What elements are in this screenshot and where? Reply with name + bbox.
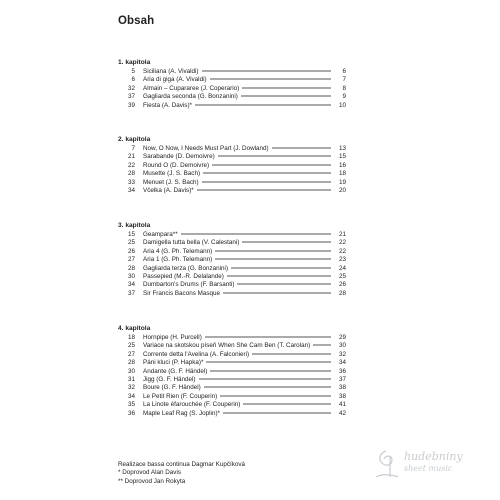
- toc-entry[interactable]: [118, 265, 346, 273]
- entry-page: 42: [338, 409, 346, 417]
- leader-line: [212, 164, 331, 165]
- toc-entry[interactable]: [118, 239, 346, 247]
- entry-page: 38: [338, 384, 346, 392]
- entry-number: 37: [127, 289, 135, 297]
- entry-title: Round O (D. Demoivre): [143, 161, 210, 169]
- toc-entry[interactable]: [118, 351, 346, 359]
- entry-number: 21: [127, 153, 135, 161]
- entry-title: Le Petit Rien (F. Couperin): [143, 392, 218, 400]
- entry-title: Aria 4 (G. Ph. Telemann): [143, 247, 213, 255]
- entry-number: 26: [127, 247, 135, 255]
- toc-entry[interactable]: [118, 256, 346, 264]
- entry-page: 16: [338, 161, 346, 169]
- entry-number: 37: [127, 93, 135, 101]
- toc-entry[interactable]: [118, 231, 346, 239]
- leader-line: [218, 156, 331, 157]
- leader-line: [206, 362, 331, 363]
- toc-entry[interactable]: [118, 384, 346, 392]
- toc-entry[interactable]: [118, 102, 346, 110]
- entry-page: 10: [338, 101, 346, 109]
- toc-entry[interactable]: [118, 342, 346, 350]
- entry-title: Včelka (A. Davis)*: [143, 186, 194, 194]
- chapter-title: 3. kapitola: [118, 222, 151, 229]
- toc-entry[interactable]: [118, 359, 346, 367]
- entry-title: Gagliarda terza (G. Bonzanini): [143, 264, 229, 272]
- entry-page: 41: [338, 401, 346, 409]
- entry-number: 33: [127, 178, 135, 186]
- entry-title: Musette (J. S. Bach): [143, 170, 201, 178]
- entry-number: 30: [127, 272, 135, 280]
- watermark-logo: [346, 447, 496, 481]
- chapter-title: 1. kapitola: [118, 59, 151, 66]
- entry-title: Almain – Cupararee (J. Coperario): [143, 84, 240, 92]
- toc-entry[interactable]: [118, 170, 346, 178]
- leader-line: [227, 275, 331, 276]
- toc-entry[interactable]: [118, 93, 346, 101]
- chapter-title: 4. kapitola: [118, 325, 151, 332]
- watermark-clef-icon: [380, 451, 392, 477]
- entry-page: 20: [338, 186, 346, 194]
- entry-page: 26: [338, 281, 346, 289]
- entry-page: 28: [338, 289, 346, 297]
- entry-page: 25: [338, 272, 346, 280]
- leader-line: [243, 404, 331, 405]
- leader-line: [241, 96, 331, 97]
- page-title: Obsah: [118, 15, 155, 27]
- leader-line: [242, 87, 331, 88]
- entry-number: 35: [127, 401, 135, 409]
- toc-entry[interactable]: [118, 85, 346, 93]
- leader-line: [252, 353, 331, 354]
- entry-page: 30: [338, 342, 346, 350]
- entry-title: Siciliana (A. Vivaldi): [143, 68, 199, 75]
- entry-page: 19: [338, 178, 346, 186]
- entry-number: 32: [127, 384, 135, 392]
- toc-entry[interactable]: [118, 410, 346, 418]
- entry-number: 28: [127, 359, 135, 367]
- entry-number: 6: [131, 76, 135, 84]
- entry-number: 39: [127, 101, 135, 109]
- leader-line: [220, 395, 331, 396]
- chapter-title: 2. kapitola: [118, 136, 151, 143]
- entry-title: Menuet (J. S. Bach): [143, 178, 199, 186]
- entry-title: Maple Leaf Rag (S. Joplin)*: [143, 409, 221, 417]
- leader-line: [203, 173, 331, 174]
- entry-page: 22: [338, 247, 346, 255]
- chapter-3: [118, 221, 346, 298]
- footnote-single-asterisk: * Doprovod Alan Davis: [118, 469, 182, 477]
- leader-line: [195, 104, 331, 105]
- entry-number: 15: [127, 231, 135, 238]
- entry-number: 32: [127, 84, 135, 92]
- toc-entry[interactable]: [118, 153, 346, 161]
- entry-page: 9: [342, 93, 346, 101]
- entry-page: 37: [338, 375, 346, 383]
- toc-entry[interactable]: [118, 376, 346, 384]
- entry-page: 15: [338, 153, 346, 161]
- toc-entry[interactable]: [118, 145, 346, 153]
- entry-page: 8: [342, 84, 346, 92]
- leader-line: [237, 284, 331, 285]
- entry-page: 32: [338, 350, 346, 358]
- toc-entry[interactable]: [118, 162, 346, 170]
- entry-title: Dumbarton's Drums (F. Barsanti): [143, 281, 235, 289]
- entry-title: Now, O Now, I Needs Must Part (J. Dowland): [143, 145, 269, 152]
- entry-number: 34: [127, 392, 135, 400]
- entry-title: Páni kluci (P. Hapka)*: [143, 359, 204, 367]
- chapter-1: [118, 58, 346, 110]
- entry-title: Corrente detta l'Avelina (A. Falconieri): [143, 350, 250, 358]
- watermark-text-1: hudebniny: [404, 450, 463, 463]
- entry-page: 13: [338, 145, 346, 152]
- entry-page: 21: [338, 231, 346, 238]
- entry-number: 25: [127, 239, 135, 247]
- entry-title: Passepied (M.-R. Delalande): [143, 272, 224, 280]
- entry-page: 29: [338, 334, 346, 341]
- toc-entry[interactable]: [118, 179, 346, 187]
- entry-number: 18: [127, 334, 135, 341]
- leader-line: [199, 378, 332, 379]
- toc-entry[interactable]: [118, 281, 346, 289]
- footnotes: [118, 461, 245, 486]
- entry-number: 5: [131, 68, 135, 75]
- entry-title: Gagliarda seconda (G. Bonzanini): [143, 93, 238, 101]
- entry-title: Andante (G. F. Händel): [143, 367, 208, 375]
- leader-line: [210, 370, 331, 371]
- entry-page: 23: [338, 256, 346, 264]
- entry-title: Geampara**: [143, 231, 178, 238]
- toc-entry[interactable]: [118, 273, 346, 281]
- leader-line: [204, 387, 331, 388]
- entry-number: 25: [127, 342, 135, 350]
- entry-number: 28: [127, 170, 135, 178]
- toc-entry[interactable]: [118, 68, 346, 76]
- leader-line: [205, 337, 331, 338]
- entry-number: 34: [127, 186, 135, 194]
- toc-entry[interactable]: [118, 334, 346, 342]
- entry-title: La Linote éfarouchée (F. Couperin): [143, 401, 241, 409]
- leader-line: [181, 234, 331, 235]
- leader-line: [197, 189, 331, 190]
- toc-entry[interactable]: [118, 393, 346, 401]
- entry-page: 38: [338, 392, 346, 400]
- entry-page: 36: [338, 367, 346, 375]
- entry-page: 6: [342, 68, 346, 75]
- entry-number: 31: [127, 375, 135, 383]
- entry-title: Damigella tutta bella (V. Calestani): [143, 239, 240, 247]
- entry-title: Fiesta (A. Davis)*: [143, 101, 192, 109]
- toc-entry[interactable]: [118, 401, 346, 409]
- chapter-4: [118, 324, 346, 418]
- toc-entry[interactable]: [118, 187, 346, 195]
- entry-page: 24: [338, 264, 346, 272]
- entry-page: 22: [338, 239, 346, 247]
- leader-line: [223, 292, 331, 293]
- entry-number: 7: [131, 145, 135, 152]
- entry-title: Aria di giga (A. Vivaldi): [143, 76, 207, 84]
- entry-title: Variace na skotskou píseň When She Cam Ben (T. Carolan): [143, 342, 311, 350]
- toc-entry[interactable]: [118, 248, 346, 256]
- entry-title: Sarabande (D. Demoivre): [143, 153, 215, 161]
- leader-line: [202, 181, 331, 182]
- entry-number: 27: [127, 256, 135, 264]
- entry-title: Boure (G. F. Händel): [143, 384, 201, 392]
- leader-line: [272, 148, 331, 149]
- leader-line: [313, 345, 331, 346]
- entry-page: 34: [338, 359, 346, 367]
- chapter-2: [118, 135, 346, 195]
- entry-number: 27: [127, 350, 135, 358]
- leader-line: [231, 267, 331, 268]
- entry-title: Aria 1 (G. Ph. Telemann): [143, 256, 213, 264]
- leader-line: [210, 79, 331, 80]
- entry-title: Sir Francis Bacons Masque: [143, 289, 220, 297]
- leader-line: [215, 259, 331, 260]
- continuo-credit: Realizace bassa continua Dagmar Kupčíková: [118, 461, 246, 468]
- entry-number: 36: [127, 409, 135, 417]
- entry-number: 22: [127, 161, 135, 169]
- entry-number: 28: [127, 264, 135, 272]
- leader-line: [202, 71, 331, 72]
- entry-page: 7: [342, 76, 346, 84]
- leader-line: [223, 412, 331, 413]
- footnote-double-asterisk: ** Doprovod Jan Rokyta: [118, 477, 186, 485]
- toc-entry[interactable]: [118, 290, 346, 298]
- entry-title: Jigg (G. F. Händel): [143, 375, 196, 383]
- leader-line: [215, 250, 331, 251]
- watermark-text-2: sheet music: [404, 464, 453, 473]
- entry-number: 34: [127, 281, 135, 289]
- toc-entry[interactable]: [118, 76, 346, 84]
- toc-entry[interactable]: [118, 368, 346, 376]
- entry-title: Hornpipe (H. Purcell): [143, 334, 202, 341]
- leader-line: [242, 242, 331, 243]
- entry-number: 30: [127, 367, 135, 375]
- entry-page: 18: [338, 170, 346, 178]
